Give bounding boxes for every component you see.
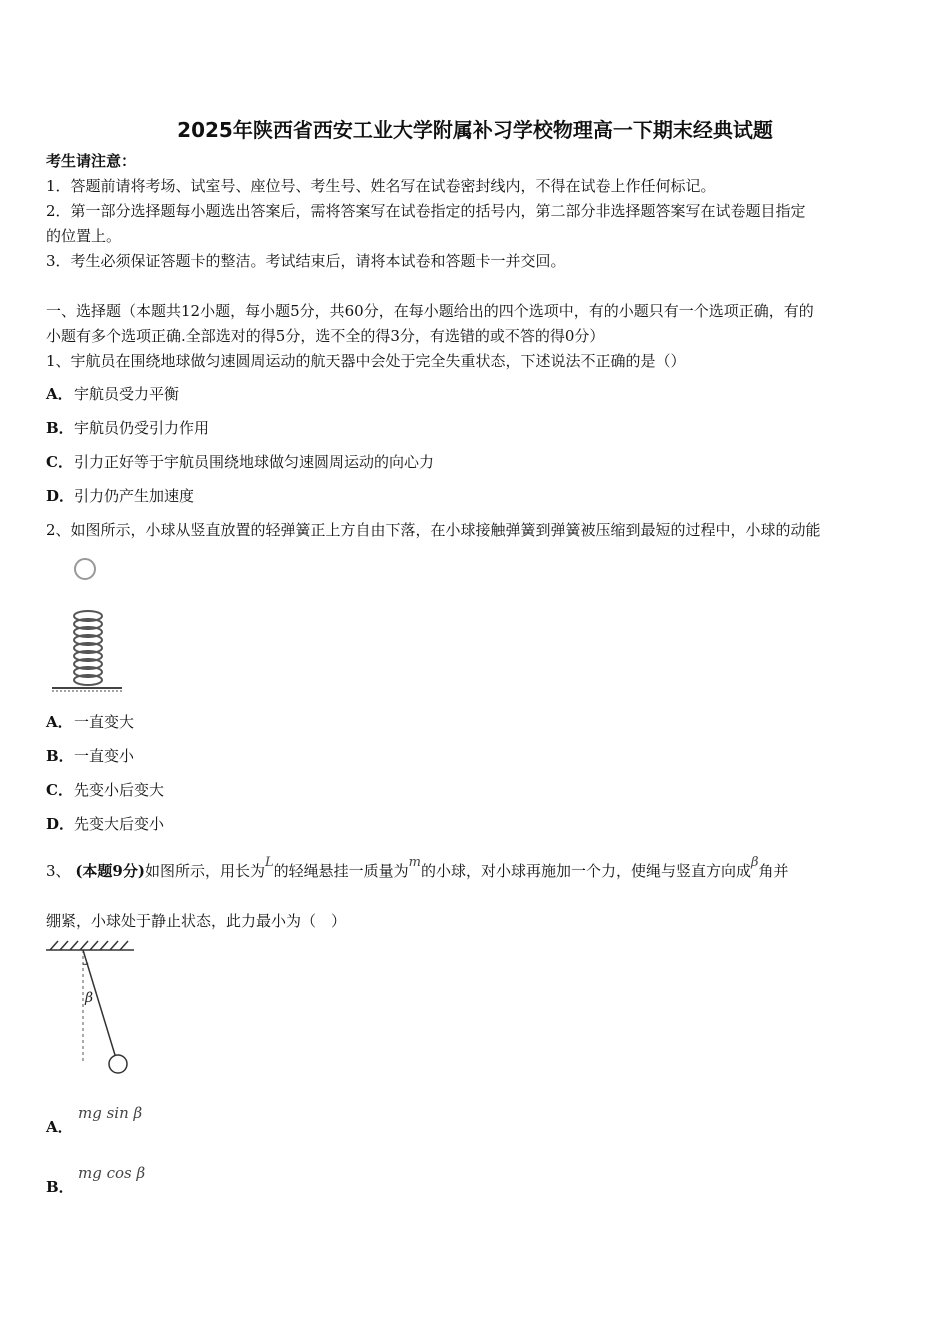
q3-option-b-formula: mg cos β — [78, 1164, 146, 1182]
q3-option-a-formula: mg sin β — [78, 1104, 143, 1122]
var-m: m — [408, 855, 421, 870]
option-text: 先变小后变大 — [74, 781, 165, 799]
q3-stem-cont: 绷紧，小球处于静止状态，此力最小为（ ） — [46, 912, 347, 930]
option-text: 引力仍产生加速度 — [74, 487, 195, 505]
option-letter: A． — [46, 1118, 73, 1136]
q3-text: 角并 — [758, 862, 789, 880]
notice-item: 2．第一部分选择题每小题选出答案后，需将答案写在试卷指定的括号内，第二部分非选择题答案写在试卷题目指定 — [46, 202, 806, 220]
page-title: 2025年陕西省西安工业大学附属补习学校物理高一下期末经典试题 — [177, 118, 773, 142]
q1-option-a — [46, 384, 179, 404]
option-text: 一直变大 — [74, 713, 135, 731]
ground — [52, 688, 122, 691]
falling-ball — [75, 559, 95, 579]
option-letter: C． — [46, 781, 73, 799]
pendulum-figure — [44, 938, 140, 1078]
angle-label: β — [85, 990, 94, 1006]
option-text: 一直变小 — [74, 747, 135, 765]
q3-text: 的小球，对小球再施加一个力，使绳与竖直方向成 — [420, 862, 751, 880]
notice-item: 3．考生必须保证答题卡的整洁。考试结束后，请将本试卷和答题卡一并交回。 — [46, 252, 566, 270]
pendulum-ball — [109, 1055, 127, 1073]
q1-option-c — [46, 452, 434, 472]
q3-stem — [46, 855, 789, 883]
option-text: 宇航员仍受引力作用 — [74, 419, 210, 437]
section-heading-cont: 小题有多个选项正确.全部选对的得5分，选不全的得3分，有选错的或不答的得0分） — [46, 327, 605, 345]
q2-option-c — [46, 780, 164, 800]
q1-option-b — [46, 418, 209, 438]
option-letter: B． — [46, 419, 74, 437]
q2-option-d — [46, 814, 164, 834]
q3-text: 的轻绳悬挂一质量为 — [273, 862, 409, 880]
notice-item: 的位置上。 — [46, 227, 122, 245]
notice-item: 1．答题前请将考场、试室号、座位号、考生号、姓名写在试卷密封线内，不得在试卷上作任何标记。 — [46, 177, 716, 195]
q3-score: (本题9分) — [75, 862, 145, 880]
q3-number: 3、 — [46, 862, 71, 880]
q3-option-a-letter — [46, 1117, 74, 1137]
option-letter: B． — [46, 1178, 74, 1196]
option-letter: D． — [46, 487, 75, 505]
q1-stem: 1、宇航员在围绕地球做匀速圆周运动的航天器中会处于完全失重状态，下述说法不正确的是（） — [46, 352, 686, 370]
var-beta: β — [750, 855, 759, 870]
spring-coil — [74, 611, 102, 685]
option-letter: A． — [46, 713, 73, 731]
notice-heading: 考生请注意： — [46, 152, 137, 170]
q2-option-b — [46, 746, 134, 766]
q1-option-d — [46, 486, 194, 506]
ceiling — [46, 941, 134, 950]
q3-text: 如图所示，用长为 — [144, 862, 265, 880]
spring-ball-figure — [46, 552, 130, 696]
option-text: 先变大后变小 — [74, 815, 165, 833]
option-text: 引力正好等于宇航员围绕地球做匀速圆周运动的向心力 — [74, 453, 435, 471]
option-letter: C． — [46, 453, 73, 471]
var-L: L — [264, 855, 274, 870]
section-heading: 一、选择题（本题共12小题，每小题5分，共60分，在每小题给出的四个选项中，有的小题只有一个选项正确，有的 — [46, 302, 814, 320]
option-letter: D． — [46, 815, 75, 833]
option-letter: A． — [46, 385, 73, 403]
q3-option-b-letter — [46, 1177, 74, 1197]
option-letter: B． — [46, 747, 74, 765]
q2-stem: 2、如图所示，小球从竖直放置的轻弹簧正上方自由下落，在小球接触弹簧到弹簧被压缩到最短的过程中，小球的动能 — [46, 521, 821, 539]
option-text: 宇航员受力平衡 — [74, 385, 180, 403]
q2-option-a — [46, 712, 134, 732]
